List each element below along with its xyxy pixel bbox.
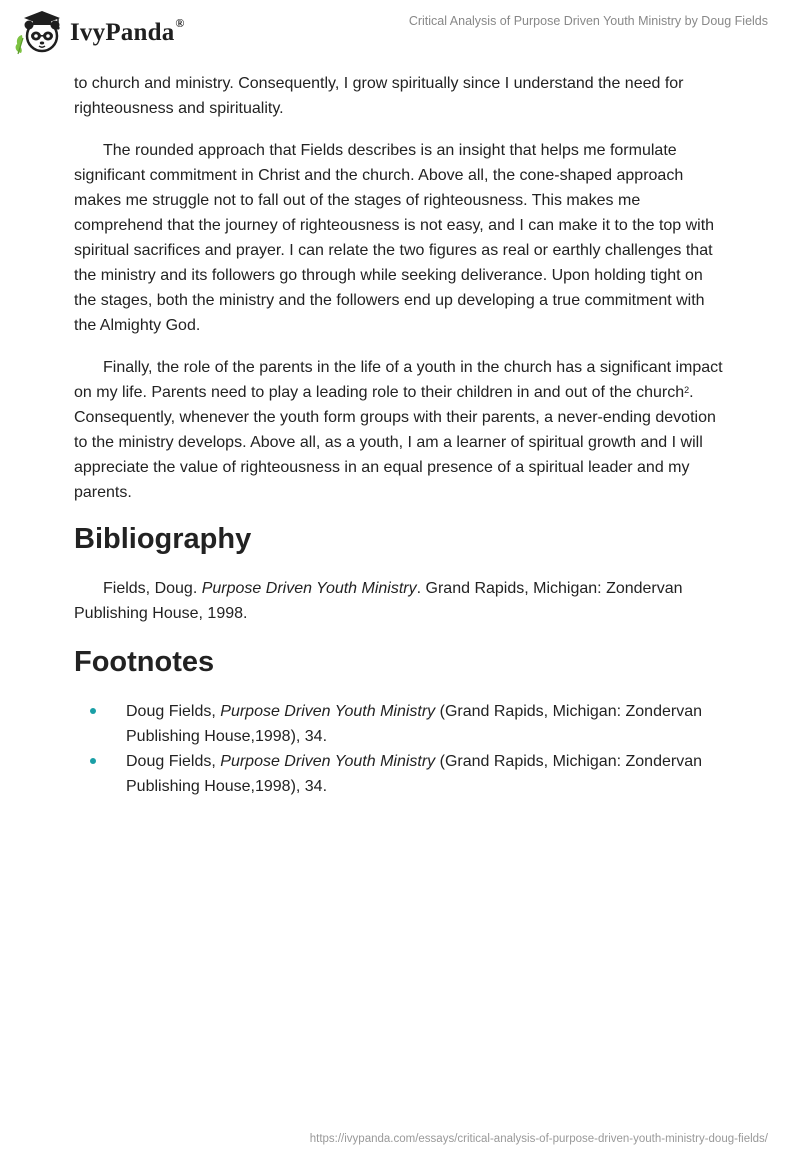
- paragraph-role-of-parents: Finally, the role of the parents in the life of a youth in the church has a significant impact on my life. Parents need to play a leading role to their children in and out of the church$^2$. Consequently, whenever the youth form groups with their parents, a never-ending devotion to the ministry develops. Above all, as a youth, I am a learner of spiritual growth and I will appreciate the value of righteousness in an equal presence of a spiritual leader and my parents.: [74, 359, 723, 501]
- footnote-item: Doug Fields, Purpose Driven Youth Ministry (Grand Rapids, Michigan: Zondervan Publishing House,1998), 34.: [74, 699, 724, 749]
- bibliography-entry: Fields, Doug. Purpose Driven Youth Ministry. Grand Rapids, Michigan: Zondervan Publishing House, 1998.: [74, 580, 683, 622]
- footnote-reference[interactable]: 2: [684, 385, 690, 395]
- bullet-dot-icon: [90, 758, 96, 764]
- panda-graduate-icon: [14, 8, 64, 56]
- logo-wordmark: IvyPanda®: [70, 15, 185, 46]
- bullet-dot-icon: [90, 708, 96, 714]
- footnotes-list: [74, 699, 724, 799]
- registered-mark: ®: [175, 15, 185, 30]
- page-header: [0, 0, 800, 64]
- paragraph-rounded-approach: The rounded approach that Fields describes is an insight that helps me formulate significant commitment in Christ and the church. Above all, the cone-shaped approach makes me struggle not to fall out of the stages of righteousness. This makes me comprehend that the journey of righteousness is not easy, and I can make it to the top with spiritual sacrifices and prayer. I can relate the two figures as real or earthly challenges that the ministry and its followers go through while seeking deliverance. Upon holding tight on the stages, both the ministry and the followers end up developing a true commitment with the Almighty God.: [74, 142, 715, 334]
- footnote-item: Doug Fields, Purpose Driven Youth Ministry (Grand Rapids, Michigan: Zondervan Publishing House,1998), 34.: [74, 749, 724, 799]
- paragraph-continued: to church and ministry. Consequently, I grow spiritually since I understand the need for righteousness and spirituality.: [74, 75, 684, 117]
- bibliography-heading: Bibliography: [74, 523, 252, 555]
- document-title: Critical Analysis of Purpose Driven Youth Ministry by Doug Fields: [408, 14, 768, 28]
- footnotes-heading: Footnotes: [74, 646, 215, 678]
- essay-content: [74, 71, 724, 799]
- ivypanda-logo[interactable]: [14, 8, 185, 56]
- source-url[interactable]: https://ivypanda.com/essays/critical-analysis-of-purpose-driven-youth-ministry-doug-fields/: [309, 1133, 768, 1145]
